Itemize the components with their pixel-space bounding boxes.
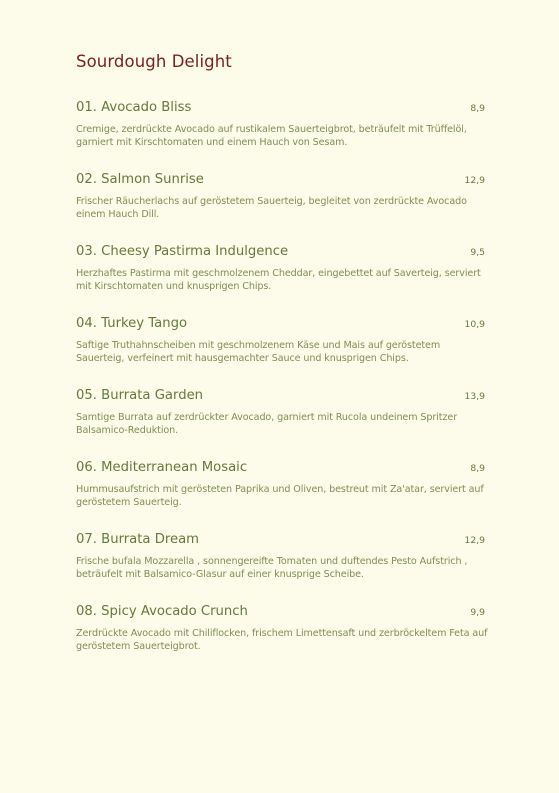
menu-item [76, 170, 485, 242]
menu-item [76, 242, 485, 314]
menu-item [76, 458, 485, 530]
menu-item [76, 386, 485, 458]
menu-item-price: 13,9 [464, 391, 485, 402]
menu-item [76, 314, 485, 386]
menu-item [76, 602, 488, 674]
menu-item-description: Saftige Truthahnscheiben mit geschmolzenem Käse und Mais auf geröstetem Sauerteig, verfeinert mit hausgemachter Sauce und knusprigen Chips. [76, 340, 441, 364]
menu-item-header [76, 458, 485, 478]
menu-item-header [76, 242, 485, 262]
menu-item-description: Samtige Burrata auf zerdrückter Avocado, garniert mit Rucola undeinem Spritzer Balsamico-Reduktion. [76, 412, 458, 436]
menu-item-description: Hummusaufstrich mit gerösteten Paprika und Oliven, bestreut mit Za'atar, serviert auf geröstetem Sauerteig. [76, 484, 484, 508]
menu-item-name: 01. Avocado Bliss [76, 100, 192, 115]
menu-item-name: 06. Mediterranean Mosaic [76, 460, 248, 475]
menu-item-price: 9,5 [470, 247, 485, 258]
menu-item [76, 98, 485, 170]
menu-item-header [76, 602, 485, 622]
menu-item-list [76, 98, 488, 674]
menu-item-description: Zerdrückte Avocado mit Chiliflocken, frischem Limettensaft und zerbröckeltem Feta auf geröstetem Sauerteigbrot. [76, 628, 488, 652]
menu-item-price: 9,9 [470, 607, 485, 618]
menu-item-header [76, 530, 485, 550]
menu-item-price: 12,9 [464, 175, 485, 186]
menu-item-name: 05. Burrata Garden [76, 388, 204, 403]
menu-item-price: 10,9 [464, 319, 485, 330]
menu-item-description: Cremige, zerdrückte Avocado auf rustikalem Sauerteigbrot, beträufelt mit Trüffelöl, garniert mit Kirschtomaten und einem Hauch von Sesam. [76, 124, 467, 148]
menu-item-price: 8,9 [470, 103, 485, 114]
menu-item-name: 03. Cheesy Pastirma Indulgence [76, 244, 289, 259]
menu-item-header [76, 314, 485, 334]
menu-item-name: 02. Salmon Sunrise [76, 172, 204, 187]
menu-title: Sourdough Delight [76, 52, 232, 71]
menu-item-name: 04. Turkey Tango [76, 316, 188, 331]
menu-item-header [76, 170, 485, 190]
menu-item-name: 07. Burrata Dream [76, 532, 200, 547]
menu-item-header [76, 386, 485, 406]
menu-item-price: 8,9 [470, 463, 485, 474]
menu-item-description: Herzhaftes Pastirma mit geschmolzenem Cheddar, eingebettet auf Saverteig, serviert mit Kirschtomaten und knusprigen Chips. [76, 268, 481, 292]
menu-item [76, 530, 485, 602]
menu-item-header [76, 98, 485, 118]
menu-item-price: 12,9 [464, 535, 485, 546]
menu-item-description: Frischer Räucherlachs auf geröstetem Sauerteig, begleitet von zerdrückte Avocado einem Hauch Dill. [76, 196, 467, 220]
menu-item-description: Frische bufala Mozzarella , sonnengereifte Tomaten und duftendes Pesto Aufstrich , beträufelt mit Balsamico-Glasur auf einer knusprige Scheibe. [76, 556, 468, 580]
menu-item-name: 08. Spicy Avocado Crunch [76, 604, 248, 619]
